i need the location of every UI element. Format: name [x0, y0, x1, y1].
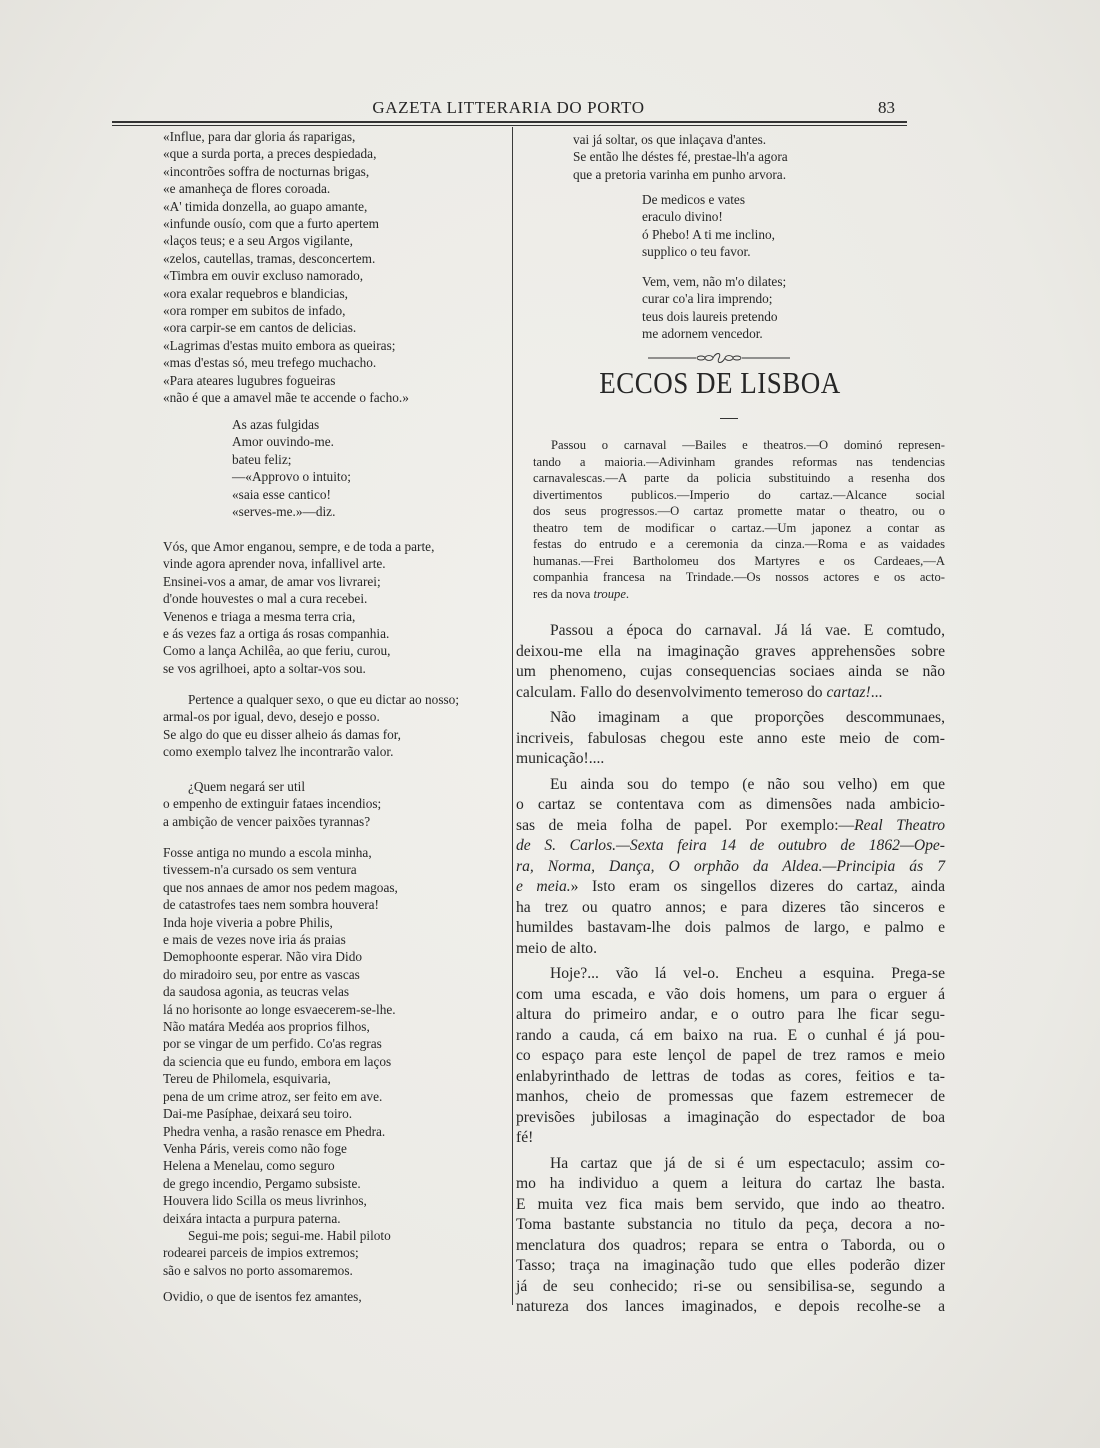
- text-line: [516, 857, 945, 878]
- verse-line: do miradoiro seu, por entre as vascas: [163, 966, 360, 982]
- verse-line: Ovidio, o que de isentos fez amantes,: [163, 1289, 362, 1304]
- verse-line: Venenos e triaga a mesma terra cria,: [163, 608, 356, 624]
- paragraph: [516, 708, 945, 770]
- verse-line: armal-os por igual, devo, desejo e posso.: [163, 709, 380, 725]
- verse-stanza-fosse: [163, 844, 398, 1279]
- text-segment: enlabyrinthado de lettras de todas as cores, feitios e ta-: [516, 1067, 945, 1085]
- text-line: [516, 1297, 945, 1318]
- verse-line: Tereu de Philomela, esquivaria,: [163, 1071, 331, 1087]
- text-segment: Passou a época do carnaval. Já lá vae. E comtudo,: [550, 622, 945, 639]
- text-line: [533, 503, 945, 520]
- text-line: [516, 985, 945, 1006]
- text-line: [533, 536, 945, 553]
- verse-line: «não é que a amavel mãe te accende o facho.»: [163, 390, 409, 406]
- verse-line: Helena a Menelau, como seguro: [163, 1158, 335, 1174]
- verse-line: «Timbra em ouvir excluso namorado,: [163, 268, 364, 284]
- text-segment: Ha cartaz que já de si é um espectaculo; assim co-: [550, 1154, 945, 1172]
- text-segment: meio de alto.: [516, 939, 597, 957]
- text-line: [516, 1215, 945, 1236]
- text-segment: ha trez ou quatro annos; e para dizeres tão sinceros e: [516, 898, 945, 916]
- text-line: [516, 621, 945, 642]
- verse-line: «mas d'estas só, meu trefego muchacho.: [163, 355, 377, 371]
- text-segment: divertimentos publicos.—Imperio do cartaz.—Alcance social: [533, 487, 945, 502]
- text-segment: natureza dos lances imaginados, e depois recolhe-se a: [516, 1298, 945, 1315]
- verse-stanza-pertence: [163, 691, 459, 761]
- text-line: [516, 749, 945, 770]
- verse-line: «Lagrimas d'estas muito embora as queiras;: [163, 337, 396, 353]
- italic-text: Real Theatro: [854, 816, 945, 834]
- text-segment: festas do entrudo e a ceremonia da cinza.—Roma e as vaidades: [533, 537, 945, 551]
- verse-line: tivessem-n'a cursado os sem ventura: [163, 862, 357, 878]
- text-segment: » Isto eram os singellos dizeres do cartaz, ainda: [570, 878, 945, 895]
- text-line: [516, 1154, 945, 1175]
- verse-line: rodearei parceis de impios extremos;: [163, 1245, 359, 1261]
- italic-text: troupe: [593, 586, 626, 601]
- verse-continuation: [573, 131, 788, 183]
- text-line: [516, 775, 945, 796]
- verse-line: d'onde houvestes o mal a cura recebei.: [163, 591, 368, 607]
- text-line: [516, 708, 945, 729]
- verse-line: Venha Páris, vereis como não foge: [163, 1140, 347, 1156]
- text-segment: Eu ainda sou do tempo (e não sou velho) em que: [550, 775, 945, 793]
- verse-line: Amor ouvindo-me.: [232, 434, 334, 450]
- text-segment: dos seus progressos.—O cartaz promette matar o theatro, ou o: [533, 504, 945, 518]
- journal-title: GAZETA LITTERARIA DO PORTO: [372, 98, 645, 117]
- verse-line: pena de um crime atroz, ser feito em ave.: [163, 1088, 383, 1104]
- verse-line: curar co'a lira imprendo;: [642, 291, 773, 307]
- article-body: [516, 621, 945, 1323]
- verse-line: «Influe, para dar gloria ás raparigas,: [163, 129, 356, 144]
- verse-line: Houvera lido Scilla os meus livrinhos,: [163, 1193, 367, 1209]
- verse-line: «ora exalar requebros e blandicias,: [163, 285, 348, 301]
- verse-line: lá no horisonte ao longe esvaecerem-se-lhe.: [163, 1001, 396, 1017]
- section-summary: [533, 437, 945, 602]
- text-segment: .: [625, 586, 630, 601]
- verse-line: de catastrofes taes nem sombra houvera!: [163, 897, 379, 913]
- verse-stanza-quem: [163, 778, 381, 830]
- verse-line: vai já soltar, os que inlaçava d'antes.: [573, 132, 767, 147]
- text-segment: Hoje?... vão lá vel-o. Encheu a esquina. Prega-se: [550, 965, 945, 982]
- header-rule: [112, 121, 907, 123]
- verse-line: como exemplo talvez lhe incontrarão valor.: [163, 744, 394, 760]
- text-line: [516, 918, 945, 939]
- verse-line: e mais de vezes nove iria ás praias: [163, 932, 346, 948]
- verse-line: «Para ateares lugubres fogueiras: [163, 372, 336, 388]
- verse-line: «e amanheça de flores coroada.: [163, 181, 331, 197]
- verse-line: da saudosa agonia, as teucras velas: [163, 984, 350, 1000]
- text-segment: humanas.—Frei Bartholomeu dos Martyres e os Cardeaes,—A: [533, 553, 945, 568]
- verse-poem-amor: [232, 416, 351, 520]
- text-segment: mo ha individuo a quem a leitura do cartaz lhe basta.: [516, 1175, 945, 1192]
- text-segment: companhia francesa na Trindade.—Os nossos actores e os acto-: [533, 570, 945, 584]
- text-segment: menclatura dos quadros; repara se entra o Taborda, ou o: [516, 1236, 945, 1254]
- verse-poem-phebo-2: [642, 273, 786, 343]
- text-segment: res da nova: [533, 586, 594, 601]
- text-segment: já de seu conhecido; ri-se ou sensibilisa-se, segundo a: [516, 1277, 945, 1295]
- text-line: [516, 1026, 945, 1047]
- verse-line: «laços teus; e a seu Argos vigilante,: [163, 233, 353, 249]
- verse-stanza-vos: [163, 538, 434, 677]
- text-line: [516, 1236, 945, 1257]
- text-line: [533, 569, 945, 586]
- text-line: [516, 1108, 945, 1129]
- text-line: [516, 877, 945, 898]
- text-segment: tando a maioria.—Adivinham grandes reformas nas tendencias: [533, 454, 945, 469]
- text-line: [533, 437, 945, 454]
- ornament-divider-icon: [648, 350, 790, 364]
- text-line: [516, 898, 945, 919]
- text-segment: o cartaz se contentava com as dimensões nada ambicio-: [516, 796, 945, 813]
- verse-line: a ambição de vencer paixões tyrannas?: [163, 813, 371, 829]
- verse-line: «ora carpir-se em cantos de delicias.: [163, 320, 357, 336]
- verse-line: me adornem vencedor.: [642, 326, 763, 342]
- text-segment: theatro tem de modificar o cartaz.—Um japonez a contar as: [533, 520, 945, 535]
- verse-line: As azas fulgidas: [232, 417, 320, 432]
- text-segment: um phenomeno, cujas consequencias sociaes ainda se não: [516, 663, 945, 680]
- verse-line: que nos annaes de amor nos pedem magoas,: [163, 879, 398, 895]
- italic-text: cartaz!: [826, 683, 871, 701]
- text-line: [516, 1005, 945, 1026]
- text-line: [516, 729, 945, 750]
- verse-line: e ás vezes faz a ortiga ás rosas companhia.: [163, 626, 390, 642]
- text-segment: incriveis, fabulosas chegou este anno este meio de com-: [516, 729, 945, 747]
- page-number: 83: [878, 98, 895, 117]
- verse-line: Como a lança Achilêa, ao que feriu, curou,: [163, 643, 391, 659]
- verse-line: Vós, que Amor enganou, sempre, e de toda a parte,: [163, 539, 435, 554]
- verse-line: ¿Quem negará ser util: [188, 779, 306, 794]
- text-segment: previsões jubilosas a imaginação do espectador de boa: [516, 1108, 945, 1126]
- verse-poem-phebo: [642, 191, 775, 261]
- text-line: [516, 683, 945, 704]
- verse-line: Inda hoje viveria a pobre Philis,: [163, 914, 333, 930]
- text-line: [516, 816, 945, 837]
- text-segment: Tasso; traça na imaginação tudo que elles poderão dizer: [516, 1257, 945, 1274]
- text-line: [533, 470, 945, 487]
- text-line: [533, 487, 945, 504]
- verse-line: vinde agora aprender nova, infallivel arte.: [163, 556, 386, 572]
- verse-line: Segui-me pois; segui-me. Habil piloto: [188, 1227, 391, 1243]
- italic-text: de S. Carlos.—Sexta feira 14 de outubro de 1862—Ope-: [516, 837, 945, 854]
- text-segment: municação!....: [516, 750, 605, 767]
- text-line: [516, 1046, 945, 1067]
- verse-line: Vem, vem, não m'o dilates;: [642, 274, 787, 289]
- verse-line: Fosse antiga no mundo a escola minha,: [163, 845, 372, 860]
- verse-line: por se vingar de um perfido. Co'as regras: [163, 1036, 382, 1052]
- text-segment: Passou o carnaval —Bailes e theatros.—O dominó represen-: [551, 438, 945, 452]
- text-segment: altura do primeiro andar, e o outro para lhe ficar segu-: [516, 1006, 945, 1023]
- text-line: [516, 1128, 945, 1149]
- text-segment: ...: [870, 683, 883, 701]
- verse-line: «zelos, cautellas, tramas, desconcertem.: [163, 250, 376, 266]
- verse-line: teus dois laureis pretendo: [642, 308, 778, 324]
- text-segment: sas de meia folha de papel. Por exemplo:—: [516, 816, 855, 834]
- paragraph: [516, 775, 945, 960]
- verse-line: são e salvos no porto assomaremos.: [163, 1262, 353, 1278]
- verse-line: se vos agrilhoei, apto a soltar-vos sou.: [163, 660, 366, 676]
- paragraph: [516, 1154, 945, 1318]
- verse-stanza-ovidio: [163, 1288, 362, 1305]
- text-line: [533, 553, 945, 570]
- verse-line: deixára intacta a purpura paterna.: [163, 1210, 341, 1226]
- running-head: [112, 98, 905, 120]
- text-line: [533, 520, 945, 537]
- verse-line: Se então lhe déstes fé, prestae-lh'a agora: [573, 149, 788, 165]
- verse-line: ó Phebo! A ti me inclino,: [642, 226, 775, 242]
- verse-line: «incontrões soffra de nocturnas brigas,: [163, 163, 370, 179]
- verse-line: «ora romper em subitos de infado,: [163, 303, 346, 319]
- text-segment: deixou-me ella na imaginação graves apprehensões sobre: [516, 642, 945, 660]
- verse-line: De medicos e vates: [642, 192, 746, 207]
- text-segment: manhos, cheio de promessas que fazem estremecer de: [516, 1088, 945, 1105]
- verse-line: Dai-me Pasíphae, deixará seu toiro.: [163, 1106, 353, 1122]
- text-line: [516, 642, 945, 663]
- title-dash: [720, 418, 738, 419]
- text-line: [516, 662, 945, 683]
- text-line: [516, 964, 945, 985]
- verse-line: Pertence a qualquer sexo, o que eu dictar ao nosso;: [188, 692, 460, 707]
- text-line: [516, 1174, 945, 1195]
- text-segment: humildes bastavam-lhe dois palmos de largo, e palmo e: [516, 919, 945, 936]
- paragraph: [516, 964, 945, 1149]
- text-line: [516, 836, 945, 857]
- verse-line: o empenho de extinguir fataes incendios;: [163, 796, 382, 812]
- column-divider: [512, 127, 513, 1305]
- verse-line: que a pretoria varinha em punho arvora.: [573, 166, 787, 182]
- text-line: [533, 454, 945, 471]
- verse-line: da sciencia que eu fundo, embora em laços: [163, 1053, 392, 1069]
- verse-line: Se algo do que eu disser alheio ás damas for,: [163, 726, 402, 742]
- verse-line: bateu feliz;: [232, 451, 292, 467]
- italic-text: ra, Norma, Dança, O orphão da Aldea.—Principia ás 7: [516, 857, 945, 875]
- verse-line: Phedra venha, a rasão renasce em Phedra.: [163, 1123, 386, 1139]
- italic-text: e meia.: [516, 878, 571, 895]
- text-segment: E muita vez fica mais bem servido, que indo ao theatro.: [516, 1195, 945, 1213]
- text-segment: rando a cauda, cá em baixo na rua. E o cunhal é já pou-: [516, 1026, 945, 1044]
- section-title: ECCOS DE LISBOA: [599, 366, 841, 400]
- verse-line: Não matára Medéa aos proprios filhos,: [163, 1019, 370, 1035]
- text-segment: calculam. Fallo do desenvolvimento temeroso do: [516, 683, 827, 701]
- verse-line: «que a surda porta, a preces despiedada,: [163, 146, 377, 162]
- text-line: [516, 795, 945, 816]
- text-line: [516, 1256, 945, 1277]
- text-line: [533, 586, 945, 603]
- text-line: [516, 1087, 945, 1108]
- verse-line: —«Approvo o intuito;: [232, 469, 351, 485]
- text-segment: fé!: [516, 1129, 534, 1146]
- verse-line: de grego incendio, Pergamo subsiste.: [163, 1175, 361, 1191]
- verse-line: eraculo divino!: [642, 209, 723, 225]
- verse-line: supplico o teu favor.: [642, 244, 751, 260]
- text-line: [516, 1195, 945, 1216]
- text-line: [516, 939, 945, 960]
- verse-line: «saia esse cantico!: [232, 486, 331, 502]
- verse-line: Demophoonte esperar. Não vira Dido: [163, 949, 363, 965]
- text-segment: carnavalescas.—A parte da policia substituindo a resenha dos: [533, 471, 945, 485]
- header-rule-thin: [112, 125, 907, 126]
- verse-line: «serves-me.»—diz.: [232, 504, 336, 520]
- text-segment: com uma escada, e vão dois homens, um para o erguer á: [516, 985, 945, 1003]
- text-segment: Não imaginam a que proporções descommunaes,: [550, 709, 945, 726]
- text-segment: co espaço para este lençol de papel de trez ramos e meio: [516, 1047, 945, 1064]
- paragraph: [516, 621, 945, 703]
- text-line: [516, 1067, 945, 1088]
- verse-line: «A' timida donzella, ao guapo amante,: [163, 198, 368, 214]
- verse-stanza: [163, 128, 409, 407]
- text-segment: Toma bastante substancia no titulo da peça, decora a no-: [516, 1216, 945, 1233]
- text-line: [516, 1277, 945, 1298]
- verse-line: «infunde ousío, com que a furto apertem: [163, 216, 380, 232]
- verse-line: Ensinei-vos a amar, de amar vos livrarei;: [163, 573, 381, 589]
